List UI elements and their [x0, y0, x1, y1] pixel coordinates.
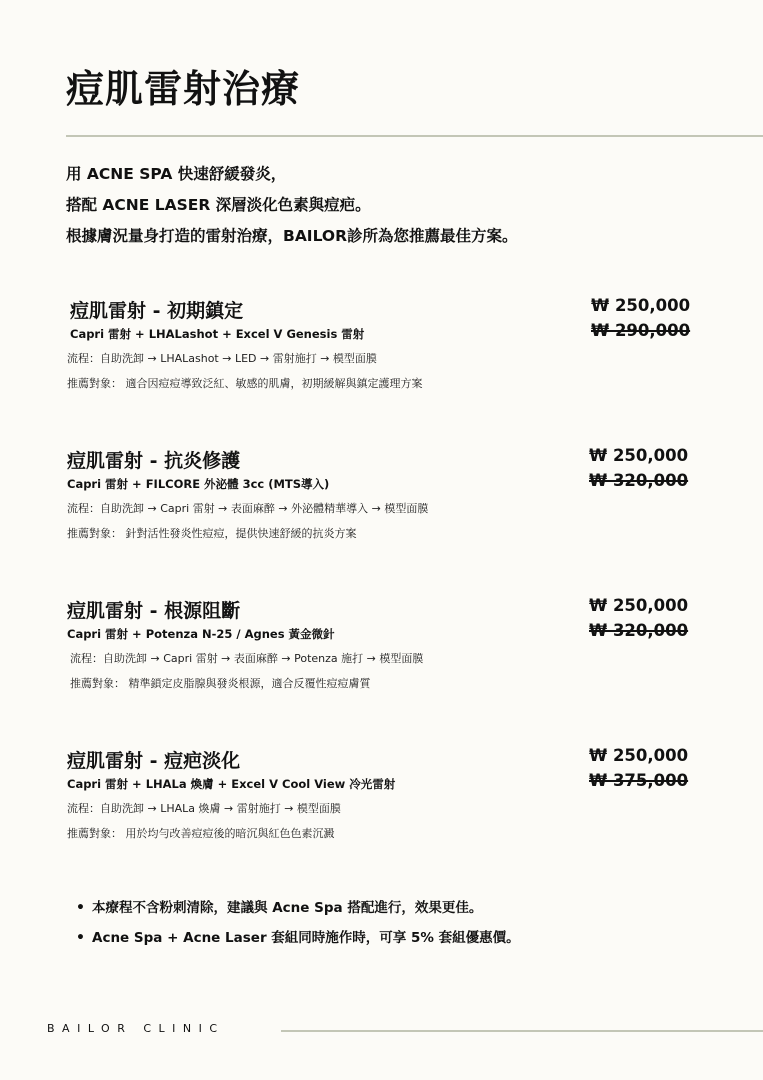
treatment-target: 推薦對象： 用於均勻改善痘痘後的暗沉與紅色色素沉澱 [67, 827, 335, 840]
bullet-icon: • [76, 900, 85, 916]
sale-price: ₩ 250,000 [589, 746, 689, 765]
footer-brand: BAILOR CLINIC [47, 1022, 225, 1035]
intro-line: 搭配 ACNE LASER 深層淡化色素與痘疤。 [66, 196, 371, 214]
original-price: ₩ 320,000 [589, 621, 689, 640]
note-item [76, 895, 520, 925]
page-title: 痘肌雷射治療 [66, 67, 301, 111]
treatment-subtitle: Capri 雷射 + LHALa 煥膚 + Excel V Cool View 冷光雷射 [67, 777, 396, 791]
footer-divider [281, 1030, 763, 1032]
treatment-target: 推薦對象： 針對活性發炎性痘痘，提供快速舒緩的抗炎方案 [67, 527, 357, 540]
intro-text [66, 162, 518, 255]
treatment-flow: 流程：自助洗卸 → Capri 雷射 → 表面麻醉 → Potenza 施打 → 模型面膜 [70, 652, 424, 665]
treatment-title: 痘肌雷射 - 根源阻斷 [67, 600, 241, 622]
original-price: ₩ 375,000 [589, 771, 689, 790]
note-text: Acne Spa + Acne Laser 套組同時施作時，可享 5% 套組優惠價。 [92, 930, 520, 946]
sale-price: ₩ 250,000 [591, 296, 691, 315]
original-price: ₩ 290,000 [591, 321, 691, 340]
sale-price: ₩ 250,000 [589, 446, 689, 465]
intro-line: 根據膚況量身打造的雷射治療，BAILOR診所為您推薦最佳方案。 [66, 227, 518, 245]
treatment-section-scar-fading [0, 746, 763, 866]
treatment-subtitle: Capri 雷射 + Potenza N-25 / Agnes 黃金微針 [67, 627, 335, 641]
treatment-section-anti-inflammatory [0, 446, 763, 566]
note-text: 本療程不含粉刺清除，建議與 Acne Spa 搭配進行，效果更佳。 [92, 900, 483, 916]
treatment-section-initial-calming [0, 296, 763, 416]
original-price: ₩ 320,000 [589, 471, 689, 490]
intro-line: 用 ACNE SPA 快速舒緩發炎， [66, 165, 287, 183]
treatment-title: 痘肌雷射 - 初期鎮定 [70, 300, 244, 322]
title-divider [66, 135, 763, 137]
treatment-flow: 流程：自助洗卸 → LHALashot → LED → 雷射施打 → 模型面膜 [67, 352, 377, 365]
treatment-subtitle: Capri 雷射 + LHALashot + Excel V Genesis 雷射 [70, 327, 365, 341]
treatment-target: 推薦對象： 適合因痘痘導致泛紅、敏感的肌膚，初期緩解與鎮定護理方案 [67, 377, 423, 390]
treatment-flow: 流程：自助洗卸 → LHALa 煥膚 → 雷射施打 → 模型面膜 [67, 802, 341, 815]
treatment-title: 痘肌雷射 - 痘疤淡化 [67, 750, 241, 772]
treatment-subtitle: Capri 雷射 + FILCORE 外泌體 3cc (MTS導入) [67, 477, 330, 491]
bullet-icon: • [76, 930, 85, 946]
sale-price: ₩ 250,000 [589, 596, 689, 615]
treatment-flow: 流程：自助洗卸 → Capri 雷射 → 表面麻醉 → 外泌體精華導入 → 模型面膜 [67, 502, 429, 515]
notes-list [76, 895, 520, 955]
treatment-target: 推薦對象： 精準鎖定皮脂腺與發炎根源，適合反覆性痘痘膚質 [70, 677, 371, 690]
treatment-title: 痘肌雷射 - 抗炎修護 [67, 450, 241, 472]
treatment-section-root-blocking [0, 596, 763, 716]
note-item [76, 925, 520, 955]
